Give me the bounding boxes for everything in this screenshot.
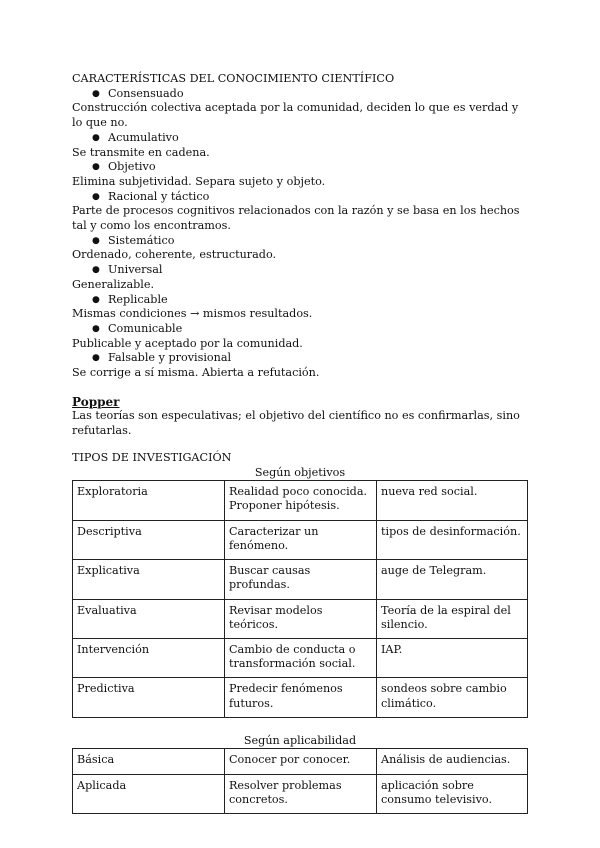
section-title: CARACTERÍSTICAS DEL CONOCIMIENTO CIENTÍFICO (72, 72, 395, 85)
table-row (73, 599, 528, 638)
bullet-icon: ● (92, 132, 100, 143)
bullet-icon: ● (92, 88, 100, 99)
table-caption-aplicabilidad: Según aplicabilidad (243, 733, 357, 747)
characteristic-name: Universal (108, 263, 163, 277)
list-item (72, 234, 528, 249)
table-row (73, 481, 528, 520)
characteristic-name: Replicable (108, 292, 168, 306)
table-cell: Evaluativa (73, 599, 225, 638)
characteristics-list (72, 87, 528, 381)
bullet-icon: ● (92, 294, 100, 305)
bullet-icon: ● (92, 235, 100, 246)
bullet-icon: ● (92, 191, 100, 202)
characteristic-desc: Generalizable. (72, 277, 155, 291)
table-cell: sondeos sobre cambio climático. (377, 678, 528, 717)
table-cell: Revisar modelos teóricos. (225, 599, 377, 638)
document-page (72, 72, 528, 814)
table-cell: Intervención (73, 638, 225, 677)
table-cell: Aplicada (73, 774, 225, 813)
table-cell: auge de Telegram. (377, 560, 528, 599)
popper-text: Las teorías son especulativas; el objetivo del científico no es confirmarlas, sino refutarlas. (72, 409, 520, 438)
tipos-heading: TIPOS DE INVESTIGACIÓN (72, 450, 232, 464)
table-cell: Buscar causas profundas. (225, 560, 377, 599)
characteristic-name: Acumulativo (108, 130, 179, 144)
table-aplicabilidad (72, 748, 528, 814)
list-item (72, 131, 528, 146)
table-cell: IAP. (377, 638, 528, 677)
characteristic-desc: Publicable y aceptado por la comunidad. (72, 336, 303, 350)
bullet-icon: ● (92, 323, 100, 334)
table-cell: Resolver problemas concretos. (225, 774, 377, 813)
table-cell: Predecir fenómenos futuros. (225, 678, 377, 717)
table-cell: aplicación sobre consumo televisivo. (377, 774, 528, 813)
table-cell: Realidad poco conocida. Proponer hipótesis. (225, 481, 377, 520)
table-row (73, 520, 528, 559)
table-caption-objetivos: Según objetivos (254, 465, 346, 479)
list-item (72, 351, 528, 366)
characteristic-name: Racional y táctico (108, 189, 210, 203)
table-cell: Conocer por conocer. (225, 749, 377, 774)
table-cell: Caracterizar un fenómeno. (225, 520, 377, 559)
table-cell: Exploratoria (73, 481, 225, 520)
bullet-icon: ● (92, 353, 100, 364)
list-item (72, 160, 528, 175)
list-item (72, 293, 528, 308)
table-row (73, 638, 528, 677)
table-cell: Explicativa (73, 560, 225, 599)
characteristic-desc: Construcción colectiva aceptada por la comunidad, deciden lo que es verdad y lo que no. (72, 101, 519, 130)
characteristic-name: Consensuado (108, 86, 184, 100)
characteristic-desc: Parte de procesos cognitivos relacionados con la razón y se basa en los hechos tal y como los encontramos. (72, 204, 520, 233)
characteristic-name: Objetivo (108, 160, 156, 174)
table-cell: Análisis de audiencias. (377, 749, 528, 774)
popper-heading: Popper (72, 394, 120, 409)
table-cell: Básica (73, 749, 225, 774)
table-cell: tipos de desinformación. (377, 520, 528, 559)
characteristic-desc: Ordenado, coherente, estructurado. (72, 248, 277, 262)
list-item (72, 87, 528, 102)
characteristic-desc: Se corrige a sí misma. Abierta a refutación. (72, 366, 320, 380)
table-cell: Cambio de conducta o transformación social. (225, 638, 377, 677)
bullet-icon: ● (92, 162, 100, 173)
list-item (72, 322, 528, 337)
table-cell: nueva red social. (377, 481, 528, 520)
characteristic-desc: Elimina subjetividad. Separa sujeto y objeto. (72, 174, 326, 188)
table-cell: Predictiva (73, 678, 225, 717)
characteristic-name: Sistemático (108, 233, 175, 247)
table-row (73, 678, 528, 717)
characteristic-name: Falsable y provisional (108, 351, 232, 365)
table-row (73, 560, 528, 599)
bullet-icon: ● (92, 265, 100, 276)
table-cell: Teoría de la espiral del silencio. (377, 599, 528, 638)
table-cell: Descriptiva (73, 520, 225, 559)
table-row (73, 774, 528, 813)
characteristic-desc: Se transmite en cadena. (72, 145, 210, 159)
list-item (72, 190, 528, 205)
table-row (73, 749, 528, 774)
characteristic-name: Comunicable (108, 321, 183, 335)
characteristic-desc: Mismas condiciones → mismos resultados. (72, 307, 313, 321)
list-item (72, 263, 528, 278)
table-objetivos (72, 480, 528, 717)
